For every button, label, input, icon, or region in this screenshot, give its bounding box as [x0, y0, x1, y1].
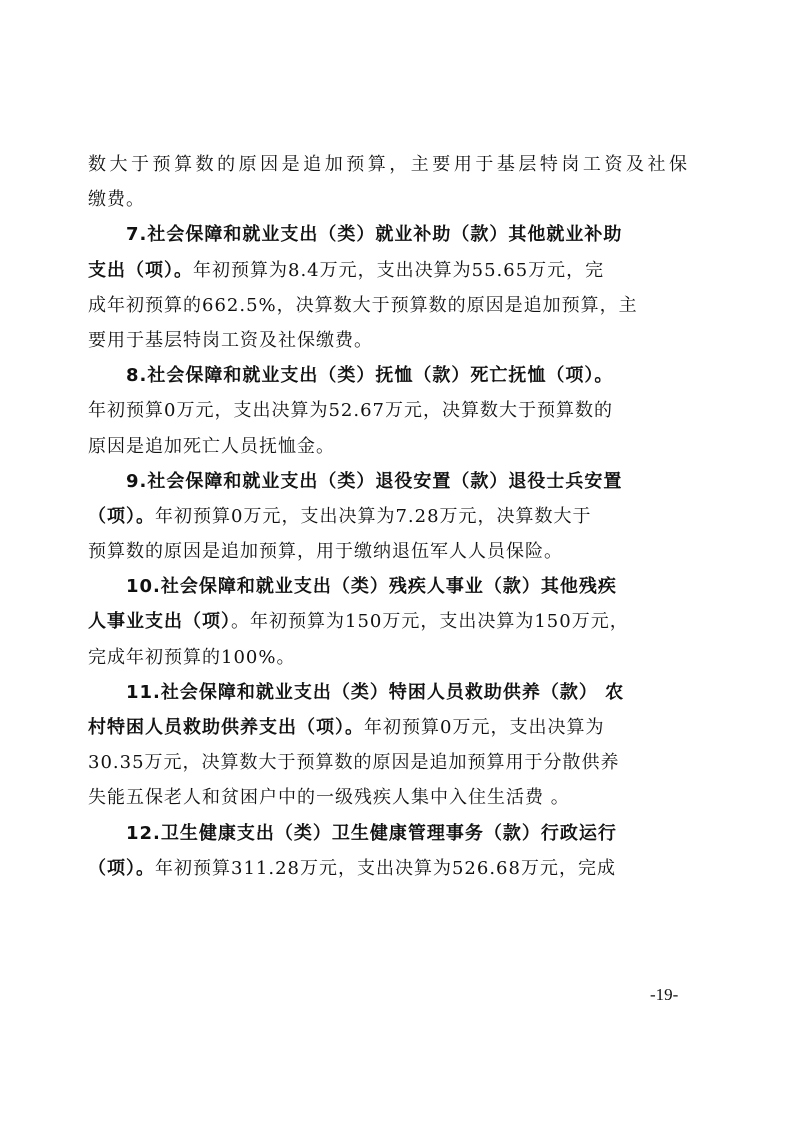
text-line: 年初预算0万元，支出决算为52.67万元，决算数大于预算数的 — [88, 400, 613, 422]
text-line: 失能五保老人和贫困户中的一级残疾人集中入住生活费 。 — [88, 787, 570, 809]
item-body: 。年初预算为150万元，支出决算为150万元， — [231, 611, 629, 633]
item-body: 年初预算0万元，支出决算为7.28万元，决算数大于 — [155, 505, 592, 527]
paragraph-continuation — [88, 147, 688, 217]
text-line — [88, 499, 688, 534]
paragraph-item-7 — [88, 217, 688, 358]
text-line: 缴费。 — [88, 189, 145, 211]
item-heading-tail: 支出（项）。 — [88, 259, 193, 281]
text-line: 30.35万元，决算数大于预算数的原因是追加预算用于分散供养 — [88, 752, 620, 774]
text-line: 数大于预算数的原因是追加预算，主要用于基层特岗工资及社保 — [88, 154, 688, 175]
text-line: 成年初预算的662.5%，决算数大于预算数的原因是追加预算，主 — [88, 294, 638, 316]
item-heading-tail: 人事业支出（项） — [88, 611, 231, 633]
paragraph-item-11 — [88, 675, 688, 816]
paragraph-item-8 — [88, 358, 688, 464]
paragraph-item-10 — [88, 569, 688, 675]
text-line: 要用于基层特岗工资及社保缴费。 — [88, 329, 373, 351]
page-number: -19- — [650, 985, 679, 1004]
item-body: 年初预算311.28万元，支出决算为526.68万元，完成 — [155, 857, 616, 879]
item-heading: 11.社会保障和就业支出（类）特困人员救助供养（款） 农 — [126, 681, 625, 703]
item-body: 年初预算为8.4万元，支出决算为55.65万元，完 — [193, 259, 605, 281]
paragraph-item-12 — [88, 816, 688, 886]
item-heading: 8.社会保障和就业支出（类）抚恤（款）死亡抚恤（项）。 — [126, 365, 614, 387]
text-line — [88, 604, 688, 639]
item-heading-tail: 村特困人员救助供养支出（项）。 — [88, 717, 364, 738]
text-line: 完成年初预算的100%。 — [88, 646, 296, 668]
text-line — [88, 253, 688, 288]
paragraph-item-9 — [88, 464, 688, 570]
item-heading-tail: （项）。 — [88, 505, 155, 527]
text-line — [88, 851, 688, 886]
text-line: 预算数的原因是追加预算，用于缴纳退伍军人人员保险。 — [88, 541, 563, 563]
item-heading: 10.社会保障和就业支出（类）残疾人事业（款）其他残疾 — [126, 576, 617, 598]
text-line: 原因是追加死亡人员抚恤金。 — [88, 435, 335, 457]
item-heading: 9.社会保障和就业支出（类）退役安置（款）退役士兵安置 — [126, 470, 623, 492]
item-heading-tail: （项）。 — [88, 857, 155, 879]
item-heading: 7.社会保障和就业支出（类）就业补助（款）其他就业补助 — [126, 224, 623, 246]
text-line — [88, 710, 688, 745]
document-body — [88, 147, 688, 886]
item-body: 年初预算0万元，支出决算为 — [364, 717, 605, 738]
item-heading: 12.卫生健康支出（类）卫生健康管理事务（款）行政运行 — [126, 822, 617, 844]
